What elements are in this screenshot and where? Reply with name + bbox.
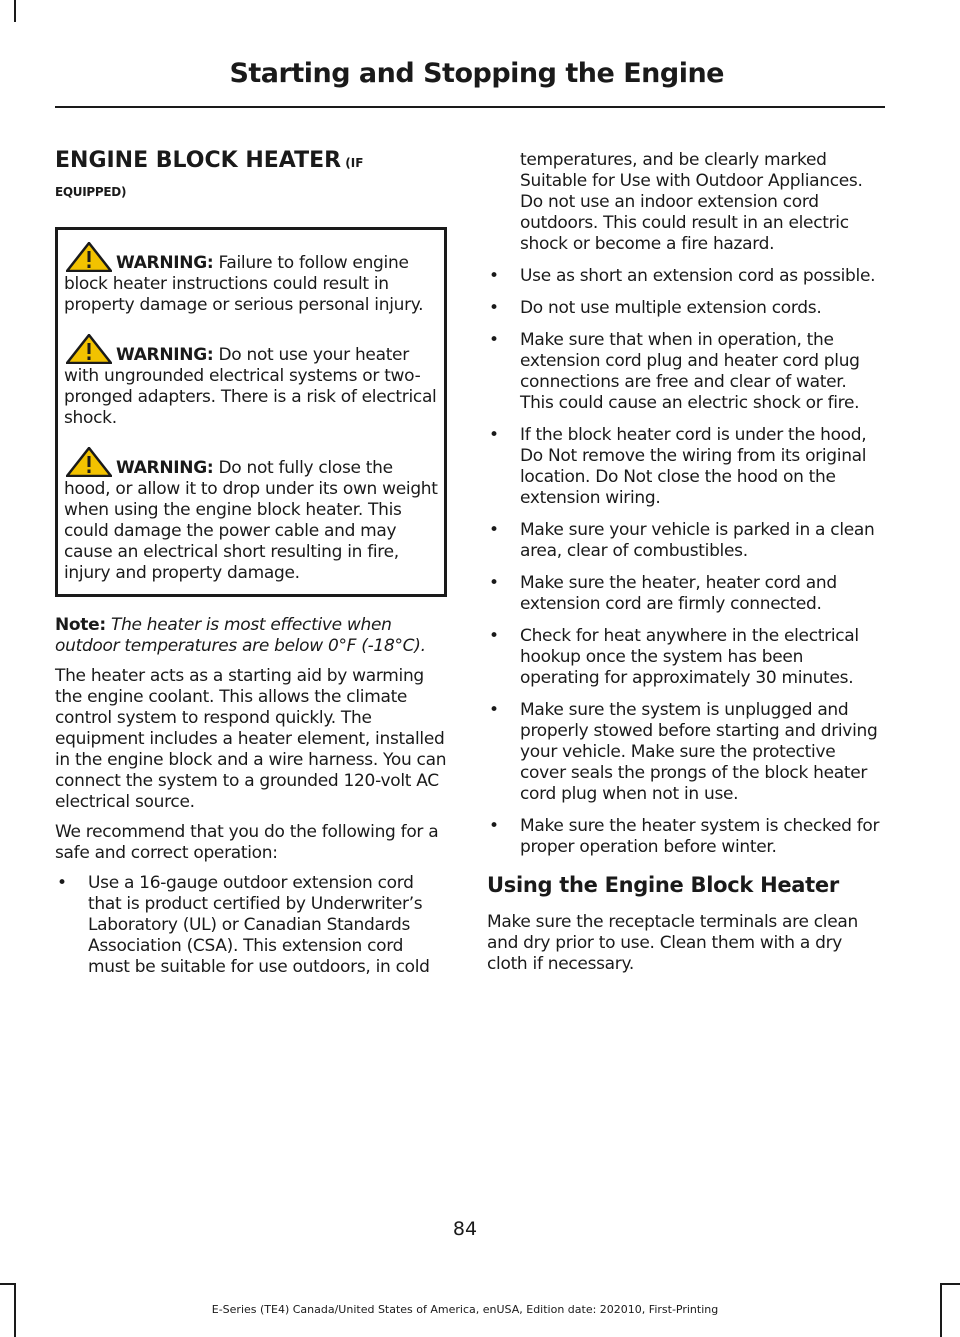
- note-text: The heater is most effective when outdoor temperatures are below 0°F (-18°C).: [55, 615, 426, 656]
- list-item-text: Use a 16-gauge outdoor extension cord that is product certified by Underwriter’s Laboratory (UL) or Canadian Standards Association (CSA). This extension cord must be suitable for use outdoors, in cold: [88, 873, 430, 977]
- warning-text: Do not fully close the hood, or allow it to drop under its own weight when using the engine block heater. This could damage the power cable and may cause an electrical short resulting in fire, injury and property damage.: [64, 458, 438, 583]
- list-item: [487, 425, 882, 509]
- bullet-icon: •: [489, 298, 499, 318]
- bullet-icon: •: [489, 700, 499, 720]
- warning-triangle-icon: [66, 242, 112, 272]
- subsection-title: Using the Engine Block Heater: [487, 873, 839, 897]
- footer-text: E-Series (TE4) Canada/United States of America, enUSA, Edition date: 202010, First-Printing: [211, 1303, 719, 1316]
- list-item: [487, 266, 882, 287]
- list-item: [487, 573, 882, 615]
- bullet-icon: •: [489, 573, 499, 593]
- warning-2: [64, 334, 438, 429]
- bullet-continuation: temperatures, and be clearly marked Suitable for Use with Outdoor Appliances. Do not use an indoor extension cord outdoors. This could result in an electric shock or become a fire hazard.: [520, 150, 863, 254]
- warning-text: Do not use your heater with ungrounded electrical systems or two-pronged adapters. There is a risk of electrical shock.: [64, 345, 437, 428]
- header-rule: [55, 106, 885, 108]
- crop-mark-bottom-right-h: [940, 1283, 960, 1285]
- list-item-text: Make sure your vehicle is parked in a clean area, clear of combustibles.: [520, 520, 875, 561]
- list-item: [487, 626, 882, 689]
- list-item: [55, 873, 447, 978]
- list-item: [487, 298, 882, 319]
- warning-label: WARNING:: [116, 458, 214, 478]
- left-column: [55, 145, 447, 990]
- list-item-text: If the block heater cord is under the hood, Do Not remove the wiring from its original location. Do Not close the hood on the extension wiring.: [520, 425, 867, 508]
- bullet-icon: •: [489, 816, 499, 836]
- section-title-small: (IF: [341, 156, 364, 170]
- warning-triangle-icon: [66, 447, 112, 477]
- section-title: [55, 145, 447, 179]
- section-title-continued: EQUIPPED): [55, 185, 127, 199]
- note: [55, 615, 447, 657]
- bullet-icon: •: [489, 626, 499, 646]
- list-item-text: Make sure the heater, heater cord and extension cord are firmly connected.: [520, 573, 837, 614]
- paragraph: The heater acts as a starting aid by warming the engine coolant. This allows the climate control system to respond quickly. The equipment includes a heater element, installed in the engine block and a wire harness. You can connect the system to a grounded 120-volt AC electrical source.: [55, 666, 447, 812]
- crop-mark-bottom-left-h: [0, 1283, 16, 1285]
- bullet-list-right: [487, 266, 882, 858]
- warning-1: [64, 242, 438, 316]
- subsection-text: Make sure the receptacle terminals are clean and dry prior to use. Clean them with a dry cloth if necessary.: [487, 912, 858, 974]
- bullet-icon: •: [57, 873, 67, 893]
- warning-text: Failure to follow engine block heater instructions could result in property damage or serious personal injury.: [64, 253, 424, 315]
- warning-box: [55, 227, 447, 597]
- right-column: [487, 150, 882, 984]
- note-label: Note:: [55, 615, 106, 635]
- list-item-text: Do not use multiple extension cords.: [520, 298, 822, 318]
- crop-mark-bottom-right: [940, 1283, 942, 1337]
- list-item: [487, 330, 882, 414]
- warning-3: [64, 447, 438, 584]
- list-item: [487, 520, 882, 562]
- page-number: 84: [452, 1218, 478, 1240]
- list-item-text: Use as short an extension cord as possible.: [520, 266, 876, 286]
- bullet-icon: •: [489, 266, 499, 286]
- list-item: [487, 700, 882, 805]
- list-item-text: Make sure the system is unplugged and properly stowed before starting and driving your vehicle. Make sure the protective cover seals the prongs of the block heater cord plug when not in use.: [520, 700, 878, 804]
- list-item-text: Check for heat anywhere in the electrical hookup once the system has been operating for approximately 30 minutes.: [520, 626, 859, 688]
- warning-label: WARNING:: [116, 253, 214, 273]
- warning-triangle-icon: [66, 334, 112, 364]
- section-title-main: ENGINE BLOCK HEATER: [55, 148, 342, 173]
- bullet-list-left: [55, 873, 447, 978]
- list-item-text: Make sure the heater system is checked for proper operation before winter.: [520, 816, 880, 857]
- bullet-icon: •: [489, 330, 499, 350]
- list-item-text: Make sure that when in operation, the extension cord plug and heater cord plug connections are free and clear of water. This could cause an electric shock or fire.: [520, 330, 860, 413]
- warning-label: WARNING:: [116, 345, 214, 365]
- running-header: Starting and Stopping the Engine: [229, 58, 724, 89]
- crop-mark-top-left: [14, 0, 16, 22]
- bullet-icon: •: [489, 520, 499, 540]
- bullet-icon: •: [489, 425, 499, 445]
- paragraph: We recommend that you do the following for a safe and correct operation:: [55, 822, 439, 863]
- list-item: [487, 816, 882, 858]
